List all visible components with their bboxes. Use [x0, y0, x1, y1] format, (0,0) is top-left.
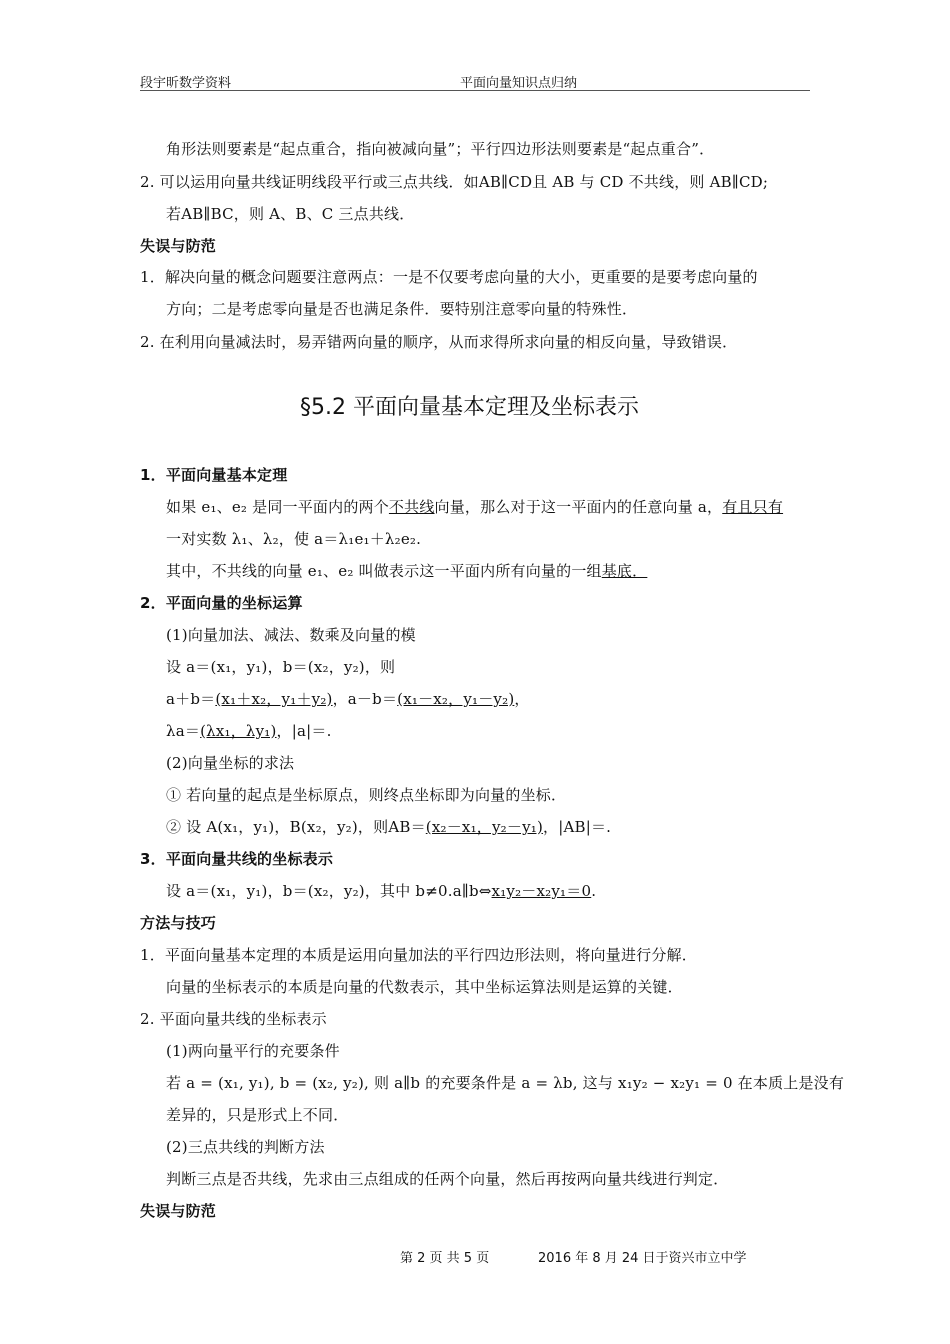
header-center: 平面向量知识点归纳 [460, 76, 578, 91]
list-item: 1．平面向量基本定理的本质是运用向量加法的平行四边形法则，将向量进行分解． [140, 946, 697, 964]
underlined-answer: (λx₁，λy₁) [200, 722, 277, 740]
text-span: 如果 e₁、e₂ 是同一平面内的两个 [166, 498, 389, 516]
text-line: 2. 可以运用向量共线证明线段平行或三点共线．如AB∥CD且 AB 与 CD 不共线，则 AB∥CD; [140, 173, 769, 191]
text-line [166, 816, 611, 837]
subsection-heading: 2．平面向量的坐标运算 [140, 594, 303, 612]
underlined-answer: (x₂－x₁，y₂－y₁) [425, 818, 544, 836]
subsection-heading: 1．平面向量基本定理 [140, 466, 288, 484]
text-span: ，|AB|＝. [543, 818, 612, 836]
text-span: λa＝ [166, 722, 201, 740]
text-line: (2)向量坐标的求法 [166, 754, 295, 772]
section-heading: 失误与防范 [140, 1202, 217, 1220]
underlined-answer: 不共线 [388, 498, 435, 516]
text-line: 角形法则要素是“起点重合，指向被减向量”；平行四边形法则要素是“起点重合”． [166, 140, 715, 158]
list-item: 1．解决向量的概念问题要注意两点：一是不仅要考虑向量的大小，更重要的是要考虑向量的 [140, 268, 758, 286]
text-line: (1)向量加法、减法、数乘及向量的模 [166, 626, 416, 644]
text-line: 差异的，只是形式上不同． [166, 1106, 349, 1124]
text-span: 设 a＝(x₁，y₁)，b＝(x₂，y₂)，其中 b≠0.a∥b⇔ [166, 882, 492, 900]
text-line: 向量的坐标表示的本质是向量的代数表示，其中坐标运算法则是运算的关键． [166, 978, 683, 996]
text-span: ② 设 A(x₁，y₁)，B(x₂，y₂)，则AB＝ [166, 818, 426, 836]
header-left: 段宇昕数学资料 [140, 76, 232, 91]
underlined-answer: (x₁＋x₂，y₁＋y₂) [215, 690, 333, 708]
section-heading: 失误与防范 [140, 237, 217, 255]
text-line [166, 688, 530, 709]
text-span: ， [514, 690, 530, 708]
underlined-answer: (x₁－x₂，y₁－y₂) [397, 690, 515, 708]
header-rule [140, 90, 810, 91]
text-span: 向量，那么对于这一平面内的任意向量 a， [434, 498, 723, 516]
text-line: 一对实数 λ₁、λ₂，使 a＝λ₁e₁＋λ₂e₂. [166, 530, 422, 548]
underlined-answer: x₁y₂－x₂y₁＝0 [491, 882, 592, 900]
text-span: a＋b＝ [166, 690, 216, 708]
text-span: ，a－b＝ [332, 690, 398, 708]
list-item: 2. 平面向量共线的坐标表示 [140, 1010, 327, 1028]
text-line [166, 720, 332, 741]
text-line [166, 496, 783, 517]
footer-date: 2016 年 8 月 24 日于资兴市立中学 [538, 1251, 747, 1266]
text-line: 若AB∥BC，则 A、B、C 三点共线． [166, 205, 415, 223]
underlined-answer: 有且只有 [722, 498, 784, 516]
text-line: ① 若向量的起点是坐标原点，则终点坐标即为向量的坐标． [166, 786, 567, 804]
text-line [166, 880, 596, 901]
text-span: 其中，不共线的向量 e₁、e₂ 叫做表示这一平面内所有向量的一组 [166, 562, 602, 580]
chapter-title: §5.2 平面向量基本定理及坐标表示 [300, 395, 639, 420]
text-line: (1)两向量平行的充要条件 [166, 1042, 340, 1060]
text-line [166, 560, 647, 581]
subsection-heading: 3．平面向量共线的坐标表示 [140, 850, 334, 868]
list-item: 方向；二是考虑零向量是否也满足条件．要特别注意零向量的特殊性． [166, 300, 638, 318]
list-item: 2. 在利用向量减法时，易弄错两向量的顺序，从而求得所求向量的相反向量，导致错误． [140, 333, 738, 351]
section-heading: 方法与技巧 [140, 914, 217, 932]
page-number: 第 2 页 共 5 页 [400, 1251, 490, 1266]
text-span: ，|a|＝. [276, 722, 332, 740]
text-line: 设 a＝(x₁，y₁)，b＝(x₂，y₂)，则 [166, 658, 396, 676]
text-span: . [591, 882, 597, 900]
text-line: 判断三点是否共线，先求由三点组成的任两个向量，然后再按两向量共线进行判定． [166, 1170, 729, 1188]
text-line: (2)三点共线的判断方法 [166, 1138, 325, 1156]
underlined-answer: 基底． [601, 562, 648, 580]
text-line: 若 a = (x₁, y₁), b = (x₂, y₂), 则 a∥b 的充要条件是 a = λb, 这与 x₁y₂ − x₂y₁ = 0 在本质上是没有 [166, 1074, 845, 1092]
